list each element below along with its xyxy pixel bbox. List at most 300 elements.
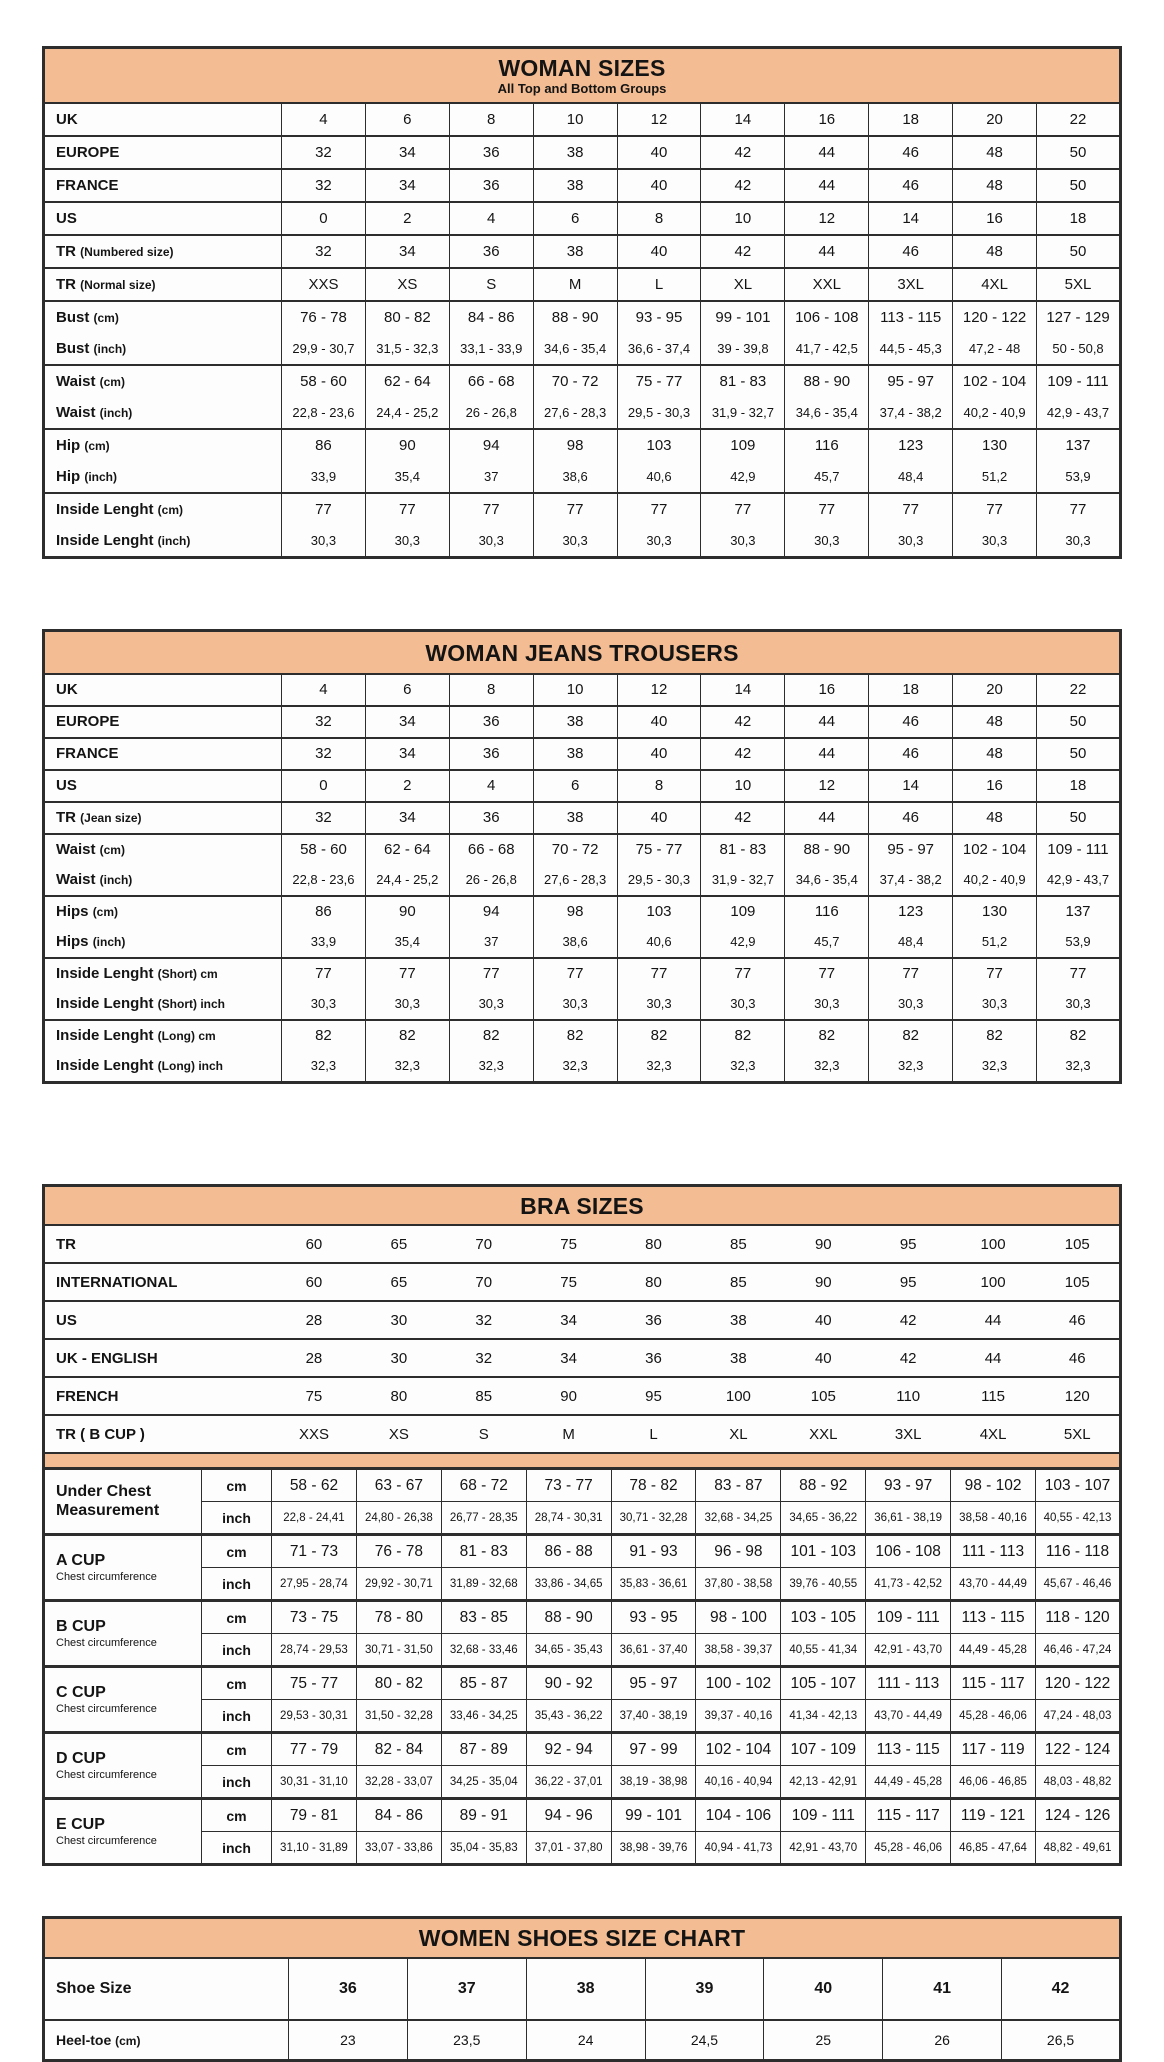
- size-value-cell: 70: [441, 1225, 526, 1263]
- size-value-cell: 36: [611, 1301, 696, 1339]
- size-value-cell: 100 - 102: [696, 1667, 781, 1700]
- row-label: [44, 1667, 202, 1733]
- row-label-text: Waist: [56, 871, 100, 889]
- size-value-cell: 34,65 - 36,22: [781, 1502, 866, 1535]
- size-value-cell: 137: [1037, 896, 1121, 927]
- size-value-cell: 85: [696, 1225, 781, 1263]
- row-label-paren: (Long) inch: [157, 1059, 223, 1074]
- size-value-cell: 37,4 - 38,2: [869, 397, 953, 429]
- size-value-cell: XXL: [785, 268, 869, 301]
- size-value-cell: 38: [533, 802, 617, 834]
- size-value-cell: M: [526, 1415, 611, 1453]
- size-value-cell: 75 - 77: [272, 1667, 357, 1700]
- women-shoes-header: [44, 1918, 1121, 1958]
- table-row: [44, 461, 1121, 493]
- size-value-cell: 42,9 - 43,7: [1037, 865, 1121, 896]
- size-value-cell: 62 - 64: [365, 834, 449, 865]
- size-value-cell: S: [449, 268, 533, 301]
- size-value-cell: 29,92 - 30,71: [356, 1568, 441, 1601]
- row-label: EUROPE: [44, 706, 282, 738]
- size-value-cell: 58 - 62: [272, 1469, 357, 1502]
- size-value-cell: 38: [533, 706, 617, 738]
- size-value-cell: 45,28 - 46,06: [951, 1700, 1036, 1733]
- size-value-cell: 30,3: [533, 989, 617, 1020]
- size-value-cell: 40,6: [617, 927, 701, 958]
- size-value-cell: 48: [953, 136, 1037, 169]
- size-value-cell: 32: [282, 802, 366, 834]
- size-value-cell: 75: [526, 1263, 611, 1301]
- size-value-cell: 25: [764, 2020, 883, 2061]
- row-label-paren: (cm): [99, 843, 125, 858]
- size-value-cell: 44,5 - 45,3: [869, 333, 953, 365]
- size-value-cell: 24,4 - 25,2: [365, 865, 449, 896]
- row-label: [44, 989, 282, 1020]
- size-value-cell: 83 - 85: [441, 1601, 526, 1634]
- size-value-cell: 36: [449, 169, 533, 202]
- table-row: [44, 706, 1121, 738]
- size-value-cell: 60: [272, 1225, 357, 1263]
- row-label-paren: (cm): [92, 905, 119, 920]
- size-value-cell: 42: [701, 802, 785, 834]
- size-value-cell: 33,9: [282, 927, 366, 958]
- size-value-cell: 26,5: [1002, 2020, 1121, 2061]
- size-value-cell: 66 - 68: [449, 834, 533, 865]
- table-row: [44, 1601, 1121, 1634]
- size-value-cell: 120 - 122: [1036, 1667, 1121, 1700]
- size-value-cell: 82: [617, 1020, 701, 1051]
- row-label: UK: [44, 674, 282, 706]
- size-value-cell: 85: [696, 1263, 781, 1301]
- size-value-cell: 32,3: [449, 1051, 533, 1083]
- row-label: [44, 461, 282, 493]
- row-label: [44, 802, 282, 834]
- table-row: [44, 397, 1121, 429]
- size-value-cell: 46: [869, 706, 953, 738]
- size-value-cell: 38,58 - 40,16: [951, 1502, 1036, 1535]
- size-value-cell: 0: [282, 202, 366, 235]
- size-value-cell: 40: [617, 235, 701, 268]
- size-value-cell: 116: [785, 429, 869, 461]
- size-value-cell: 44: [785, 235, 869, 268]
- size-value-cell: 41: [883, 1958, 1002, 2020]
- size-value-cell: 34: [526, 1301, 611, 1339]
- size-value-cell: 33,9: [282, 461, 366, 493]
- table-row: [44, 235, 1121, 268]
- size-value-cell: 82: [533, 1020, 617, 1051]
- size-value-cell: 103 - 107: [1036, 1469, 1121, 1502]
- size-value-cell: 50: [1037, 802, 1121, 834]
- woman-jeans-header: [44, 630, 1121, 674]
- size-value-cell: 37,40 - 38,19: [611, 1700, 696, 1733]
- row-label: [44, 834, 282, 865]
- row-label: [44, 1799, 202, 1865]
- size-value-cell: 23: [289, 2020, 408, 2061]
- size-value-cell: 42: [1002, 1958, 1121, 2020]
- size-value-cell: 113 - 115: [951, 1601, 1036, 1634]
- size-value-cell: 8: [449, 674, 533, 706]
- size-value-cell: 42: [701, 738, 785, 770]
- size-value-cell: 27,6 - 28,3: [533, 397, 617, 429]
- row-label: [44, 1469, 202, 1535]
- size-value-cell: 38: [533, 169, 617, 202]
- woman-jeans-title: WOMAN JEANS TROUSERS: [425, 639, 739, 666]
- woman-sizes-header: [44, 48, 1121, 103]
- size-value-cell: 24: [526, 2020, 645, 2061]
- size-value-cell: 50: [1037, 235, 1121, 268]
- row-label-text: Hip: [56, 467, 85, 485]
- size-value-cell: 30,3: [1037, 989, 1121, 1020]
- size-value-cell: 46,85 - 47,64: [951, 1832, 1036, 1865]
- size-value-cell: 46: [869, 235, 953, 268]
- row-label-text: Inside Lenght: [56, 500, 158, 518]
- size-value-cell: 65: [356, 1263, 441, 1301]
- row-label: [44, 1733, 202, 1799]
- row-label: US: [44, 202, 282, 235]
- size-value-cell: M: [533, 268, 617, 301]
- table-row: [44, 1733, 1121, 1766]
- size-value-cell: L: [617, 268, 701, 301]
- row-label: FRANCE: [44, 738, 282, 770]
- table-row: [44, 958, 1121, 989]
- size-value-cell: 33,46 - 34,25: [441, 1700, 526, 1733]
- size-value-cell: 86: [282, 429, 366, 461]
- size-value-cell: 24,80 - 26,38: [356, 1502, 441, 1535]
- size-value-cell: 26 - 26,8: [449, 397, 533, 429]
- row-label-paren: (inch): [157, 533, 191, 548]
- cup-label-sub: Chest circumference: [56, 1637, 157, 1650]
- size-value-cell: 40: [781, 1301, 866, 1339]
- size-value-cell: 4: [282, 103, 366, 136]
- size-value-cell: 82: [282, 1020, 366, 1051]
- bra-sizes-header: [44, 1185, 1121, 1225]
- size-value-cell: 82: [869, 1020, 953, 1051]
- row-label: [44, 301, 282, 333]
- size-value-cell: 32,3: [617, 1051, 701, 1083]
- cup-label-text: B CUP: [56, 1617, 106, 1635]
- size-value-cell: 130: [953, 896, 1037, 927]
- size-value-cell: 30,3: [701, 989, 785, 1020]
- size-value-cell: 77: [365, 493, 449, 525]
- size-value-cell: 82: [449, 1020, 533, 1051]
- size-value-cell: 2: [365, 202, 449, 235]
- size-value-cell: 98 - 102: [951, 1469, 1036, 1502]
- size-value-cell: 82 - 84: [356, 1733, 441, 1766]
- size-value-cell: 32,28 - 33,07: [356, 1766, 441, 1799]
- table-row: [44, 1958, 1121, 2020]
- size-value-cell: 81 - 83: [441, 1535, 526, 1568]
- size-value-cell: 5XL: [1037, 268, 1121, 301]
- size-value-cell: 47,2 - 48: [953, 333, 1037, 365]
- size-value-cell: 105: [781, 1377, 866, 1415]
- row-label: [44, 865, 282, 896]
- row-label: [44, 1020, 282, 1051]
- size-value-cell: 58 - 60: [282, 834, 366, 865]
- size-value-cell: 34: [526, 1339, 611, 1377]
- woman-sizes-table: [42, 46, 1122, 559]
- size-value-cell: 32: [441, 1339, 526, 1377]
- size-value-cell: 8: [617, 770, 701, 802]
- unit-cell: cm: [202, 1733, 272, 1766]
- size-value-cell: 88 - 90: [526, 1601, 611, 1634]
- table-row: [44, 365, 1121, 397]
- size-value-cell: 12: [785, 202, 869, 235]
- size-value-cell: 104 - 106: [696, 1799, 781, 1832]
- size-value-cell: 42: [701, 136, 785, 169]
- row-label-text: Inside Lenght: [56, 965, 158, 983]
- size-value-cell: 32,68 - 34,25: [696, 1502, 781, 1535]
- row-label-paren: (cm): [115, 2033, 141, 2048]
- size-value-cell: 77: [1037, 958, 1121, 989]
- size-value-cell: 40,2 - 40,9: [953, 865, 1037, 896]
- bra-sizes-title: BRA SIZES: [520, 1192, 644, 1219]
- size-value-cell: 22,8 - 23,6: [282, 865, 366, 896]
- size-value-cell: 10: [533, 103, 617, 136]
- size-value-cell: 102 - 104: [696, 1733, 781, 1766]
- row-label: [44, 397, 282, 429]
- size-value-cell: 77: [533, 958, 617, 989]
- size-value-cell: 40: [617, 706, 701, 738]
- table-row: [44, 989, 1121, 1020]
- size-value-cell: 22: [1037, 103, 1121, 136]
- size-value-cell: 95: [866, 1263, 951, 1301]
- size-value-cell: 30,71 - 32,28: [611, 1502, 696, 1535]
- size-value-cell: 40: [617, 738, 701, 770]
- size-value-cell: 6: [533, 202, 617, 235]
- size-value-cell: 110: [866, 1377, 951, 1415]
- size-value-cell: 28: [272, 1339, 357, 1377]
- size-value-cell: 46,06 - 46,85: [951, 1766, 1036, 1799]
- row-label-text: Waist: [56, 841, 100, 859]
- size-value-cell: 0: [282, 770, 366, 802]
- size-value-cell: 36: [449, 802, 533, 834]
- size-value-cell: 30,3: [617, 989, 701, 1020]
- size-value-cell: 111 - 113: [866, 1667, 951, 1700]
- bra-sizes-table: [42, 1184, 1122, 1866]
- size-value-cell: 35,04 - 35,83: [441, 1832, 526, 1865]
- row-label-paren: (Short) cm: [157, 967, 218, 982]
- size-value-cell: 94: [449, 896, 533, 927]
- size-value-cell: 84 - 86: [356, 1799, 441, 1832]
- size-value-cell: 27,6 - 28,3: [533, 865, 617, 896]
- size-value-cell: 48: [953, 802, 1037, 834]
- size-value-cell: 4XL: [953, 268, 1037, 301]
- row-label-paren: (Numbered size): [80, 244, 174, 259]
- size-value-cell: 27,95 - 28,74: [272, 1568, 357, 1601]
- row-label: US: [44, 770, 282, 802]
- size-value-cell: 97 - 99: [611, 1733, 696, 1766]
- size-value-cell: 37,4 - 38,2: [869, 865, 953, 896]
- size-value-cell: 34,65 - 35,43: [526, 1634, 611, 1667]
- size-value-cell: 39,76 - 40,55: [781, 1568, 866, 1601]
- row-label-paren: (cm): [93, 310, 119, 325]
- unit-cell: inch: [202, 1766, 272, 1799]
- size-value-cell: 38,19 - 38,98: [611, 1766, 696, 1799]
- size-value-cell: 34: [365, 706, 449, 738]
- size-value-cell: 82: [785, 1020, 869, 1051]
- table-row: [44, 1502, 1121, 1535]
- size-value-cell: 82: [953, 1020, 1037, 1051]
- separator-cell: [44, 1453, 1121, 1469]
- size-value-cell: 38,6: [533, 461, 617, 493]
- row-label-text: Hips: [56, 933, 93, 951]
- size-value-cell: 4XL: [951, 1415, 1036, 1453]
- size-value-cell: 2: [365, 770, 449, 802]
- size-value-cell: 75 - 77: [617, 365, 701, 397]
- row-label-text: Inside Lenght: [56, 1057, 158, 1075]
- size-value-cell: 38: [533, 235, 617, 268]
- size-value-cell: 122 - 124: [1036, 1733, 1121, 1766]
- size-value-cell: 4: [282, 674, 366, 706]
- size-value-cell: 115 - 117: [951, 1667, 1036, 1700]
- size-value-cell: 116 - 118: [1036, 1535, 1121, 1568]
- size-value-cell: 48,03 - 48,82: [1036, 1766, 1121, 1799]
- size-value-cell: 34: [365, 169, 449, 202]
- size-value-cell: 83 - 87: [696, 1469, 781, 1502]
- size-value-cell: 32,3: [365, 1051, 449, 1083]
- unit-cell: cm: [202, 1535, 272, 1568]
- size-value-cell: 35,4: [365, 461, 449, 493]
- size-value-cell: 70 - 72: [533, 365, 617, 397]
- size-value-cell: 46: [1036, 1301, 1121, 1339]
- size-value-cell: 12: [617, 103, 701, 136]
- size-value-cell: 50: [1037, 169, 1121, 202]
- table-row: [44, 1634, 1121, 1667]
- size-value-cell: 36: [449, 136, 533, 169]
- unit-cell: cm: [202, 1667, 272, 1700]
- size-value-cell: 39: [645, 1958, 764, 2020]
- size-value-cell: 95 - 97: [611, 1667, 696, 1700]
- size-value-cell: 103: [617, 896, 701, 927]
- row-label-text: Waist: [56, 403, 100, 421]
- size-value-cell: 91 - 93: [611, 1535, 696, 1568]
- size-value-cell: 111 - 113: [951, 1535, 1036, 1568]
- size-value-cell: 32: [441, 1301, 526, 1339]
- size-value-cell: 89 - 91: [441, 1799, 526, 1832]
- size-value-cell: 100: [696, 1377, 781, 1415]
- row-label: [44, 927, 282, 958]
- size-value-cell: 38,6: [533, 927, 617, 958]
- size-value-cell: 33,07 - 33,86: [356, 1832, 441, 1865]
- row-label: EUROPE: [44, 136, 282, 169]
- unit-cell: inch: [202, 1700, 272, 1733]
- size-value-cell: 14: [701, 103, 785, 136]
- size-value-cell: 109 - 111: [1037, 834, 1121, 865]
- size-value-cell: 90: [365, 896, 449, 927]
- table-row: [44, 802, 1121, 834]
- size-value-cell: 77: [617, 493, 701, 525]
- size-value-cell: 77: [1037, 493, 1121, 525]
- size-value-cell: 90: [365, 429, 449, 461]
- size-value-cell: 44: [951, 1301, 1036, 1339]
- women-shoes-header-row: [44, 1918, 1121, 1958]
- size-value-cell: 32,3: [953, 1051, 1037, 1083]
- size-value-cell: 14: [869, 202, 953, 235]
- size-value-cell: 77: [953, 958, 1037, 989]
- table-row: [44, 1535, 1121, 1568]
- size-value-cell: 77: [533, 493, 617, 525]
- size-value-cell: 22,8 - 23,6: [282, 397, 366, 429]
- size-value-cell: 34: [365, 738, 449, 770]
- size-value-cell: XXS: [282, 268, 366, 301]
- size-value-cell: 82: [1037, 1020, 1121, 1051]
- size-value-cell: 44,49 - 45,28: [866, 1766, 951, 1799]
- size-value-cell: 77: [701, 493, 785, 525]
- size-value-cell: 16: [953, 770, 1037, 802]
- size-value-cell: 47,24 - 48,03: [1036, 1700, 1121, 1733]
- size-value-cell: 31,9 - 32,7: [701, 865, 785, 896]
- row-label: FRENCH: [44, 1377, 272, 1415]
- size-value-cell: 4: [449, 202, 533, 235]
- size-value-cell: 40: [617, 169, 701, 202]
- size-value-cell: 98 - 100: [696, 1601, 781, 1634]
- size-value-cell: 10: [533, 674, 617, 706]
- size-value-cell: 60: [272, 1263, 357, 1301]
- size-value-cell: 118 - 120: [1036, 1601, 1121, 1634]
- size-value-cell: 43,70 - 44,49: [951, 1568, 1036, 1601]
- size-value-cell: 34,6 - 35,4: [785, 865, 869, 896]
- size-value-cell: 30: [356, 1339, 441, 1377]
- size-value-cell: 38,58 - 39,37: [696, 1634, 781, 1667]
- size-value-cell: 70 - 72: [533, 834, 617, 865]
- size-value-cell: 123: [869, 896, 953, 927]
- size-value-cell: 62 - 64: [365, 365, 449, 397]
- table-row: [44, 169, 1121, 202]
- size-value-cell: 90: [781, 1263, 866, 1301]
- size-value-cell: 31,50 - 32,28: [356, 1700, 441, 1733]
- size-value-cell: 90 - 92: [526, 1667, 611, 1700]
- size-value-cell: 102 - 104: [953, 834, 1037, 865]
- cup-label-sub: Chest circumference: [56, 1703, 157, 1716]
- size-value-cell: 88 - 90: [785, 365, 869, 397]
- size-value-cell: 20: [953, 103, 1037, 136]
- size-value-cell: 41,7 - 42,5: [785, 333, 869, 365]
- size-value-cell: 99 - 101: [701, 301, 785, 333]
- size-value-cell: 30,3: [282, 525, 366, 558]
- size-value-cell: 48: [953, 706, 1037, 738]
- size-value-cell: 44: [951, 1339, 1036, 1377]
- size-value-cell: 44: [785, 738, 869, 770]
- table-row: [44, 770, 1121, 802]
- table-row: [44, 103, 1121, 136]
- size-value-cell: 46: [869, 136, 953, 169]
- size-value-cell: 28,74 - 30,31: [526, 1502, 611, 1535]
- table-row: [44, 301, 1121, 333]
- size-value-cell: 37,80 - 38,58: [696, 1568, 781, 1601]
- size-value-cell: 42,91 - 43,70: [866, 1634, 951, 1667]
- size-value-cell: 77: [617, 958, 701, 989]
- size-value-cell: 6: [365, 674, 449, 706]
- size-value-cell: 36: [449, 706, 533, 738]
- size-value-cell: 10: [701, 770, 785, 802]
- size-value-cell: 95 - 97: [869, 834, 953, 865]
- separator-band: [44, 1453, 1121, 1469]
- size-value-cell: 36,6 - 37,4: [617, 333, 701, 365]
- table-row: [44, 1377, 1121, 1415]
- size-value-cell: 35,4: [365, 927, 449, 958]
- size-value-cell: 40,16 - 40,94: [696, 1766, 781, 1799]
- table-row: [44, 738, 1121, 770]
- size-value-cell: 78 - 82: [611, 1469, 696, 1502]
- size-value-cell: 36,22 - 37,01: [526, 1766, 611, 1799]
- size-value-cell: 6: [365, 103, 449, 136]
- size-value-cell: 124 - 126: [1036, 1799, 1121, 1832]
- table-row: [44, 1832, 1121, 1865]
- size-value-cell: 50: [1037, 136, 1121, 169]
- size-value-cell: 42,9 - 43,7: [1037, 397, 1121, 429]
- size-value-cell: 109: [701, 429, 785, 461]
- size-value-cell: 98: [533, 896, 617, 927]
- size-value-cell: 46: [869, 738, 953, 770]
